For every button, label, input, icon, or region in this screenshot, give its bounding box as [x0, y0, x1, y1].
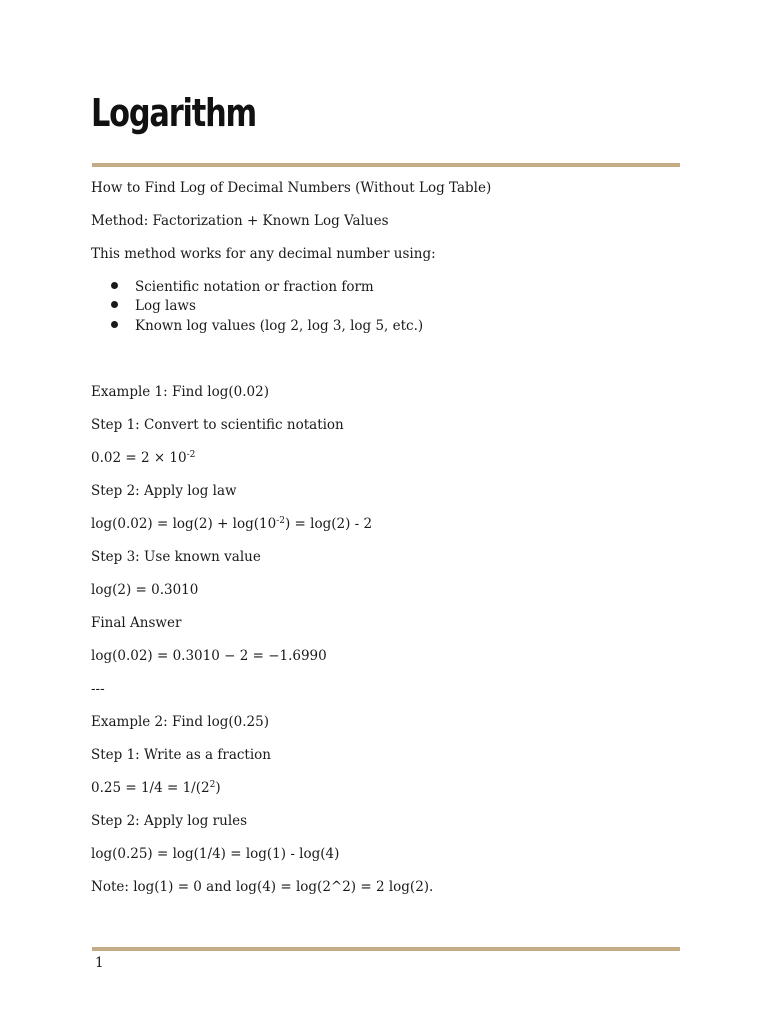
list-item-label: Scientific notation or fraction form: [135, 279, 374, 295]
example1-heading: Example 1: Find log(0.02): [91, 384, 269, 400]
example1-final-value: log(0.02) = 0.3010 − 2 = −1.6990: [91, 648, 327, 664]
example2-step2: Step 2: Apply log rules: [91, 813, 248, 829]
list-item-label: Known log values (log 2, log 3, log 5, etc.): [135, 318, 424, 334]
example1-final-label: Final Answer: [91, 615, 182, 631]
example1-step1: Step 1: Convert to scientific notation: [91, 417, 344, 433]
method-line: Method: Factorization + Known Log Values: [91, 213, 389, 229]
equation-text: 0.02 = 2 × 10: [91, 450, 187, 466]
bullet-icon: [111, 282, 118, 289]
list-item-label: Log laws: [135, 298, 196, 314]
example2-step1: Step 1: Write as a fraction: [91, 747, 272, 763]
header-divider: [92, 163, 680, 167]
example2-heading: Example 2: Find log(0.25): [91, 714, 269, 730]
list-item: [111, 277, 374, 297]
exponent: -2: [186, 450, 196, 460]
equation-text: 0.25 = 1/4 = 1/(2: [91, 780, 210, 796]
intro-line: This method works for any decimal number using:: [91, 246, 436, 262]
equation-text: ) = log(2) - 2: [285, 516, 373, 532]
subtitle-line: How to Find Log of Decimal Numbers (Without Log Table): [91, 180, 492, 196]
list-item: [111, 316, 423, 336]
section-separator: ---: [91, 681, 105, 697]
example1-step3: Step 3: Use known value: [91, 549, 261, 565]
equation-text: log(0.02) = log(2) + log(10: [91, 516, 277, 532]
example1-log-law: [91, 514, 372, 534]
list-item: [111, 296, 196, 316]
bullet-icon: [111, 321, 118, 328]
example1-known-value: log(2) = 0.3010: [91, 582, 199, 598]
bullet-icon: [111, 301, 118, 308]
example2-note: Note: log(1) = 0 and log(4) = log(2^2) = 2 log(2).: [91, 879, 434, 895]
page-number: 1: [95, 955, 104, 971]
page-title: Logarithm: [91, 91, 256, 135]
exponent: 2: [209, 780, 216, 790]
example1-scientific-notation: [91, 448, 195, 468]
equation-text: ): [215, 780, 221, 796]
example1-step2: Step 2: Apply log law: [91, 483, 237, 499]
exponent: -2: [276, 516, 285, 526]
footer-divider: [92, 947, 680, 951]
example2-fraction: [91, 778, 221, 798]
example2-log-rules: log(0.25) = log(1/4) = log(1) - log(4): [91, 846, 340, 862]
